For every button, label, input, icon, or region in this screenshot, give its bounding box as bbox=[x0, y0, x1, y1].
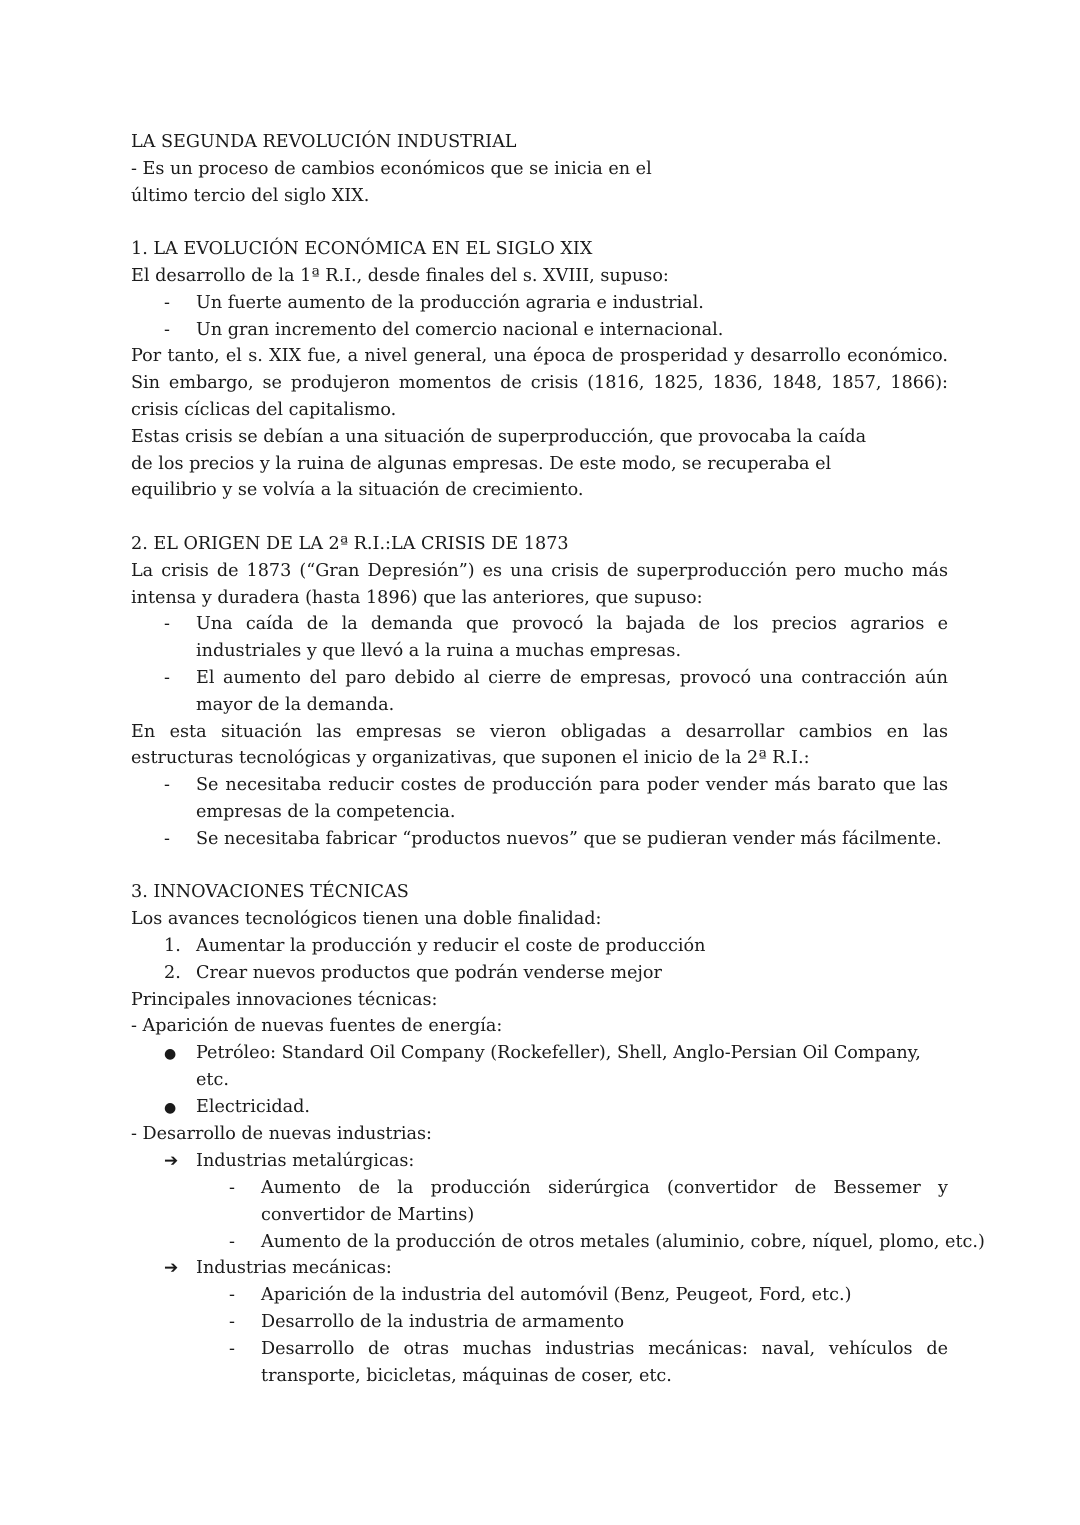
sub-list-item bbox=[131, 1336, 948, 1390]
dash-marker: - bbox=[229, 1231, 235, 1252]
list-item-text: Un fuerte aumento de la producción agraria e industrial. bbox=[196, 292, 704, 313]
bullet-item bbox=[131, 1094, 948, 1122]
list-item-text: Se necesitaba fabricar “productos nuevos” que se pudieran vender más fácilmente. bbox=[196, 828, 942, 849]
arrow-right-icon: ➔ bbox=[164, 1258, 179, 1279]
sub-list-item bbox=[131, 1282, 948, 1309]
bullet-item-text: Petróleo: Standard Oil Company (Rockefeller), Shell, Anglo-Persian Oil Company, etc. bbox=[196, 1043, 921, 1090]
section-1-paragraph-1: Por tanto, el s. XIX fue, a nivel general, una época de prosperidad y desarrollo económico. Sin embargo, se produjeron momentos de crisis (1816, 1825, 1836, 1848, 1857, 1866): crisis cíclicas del capitalismo. bbox=[131, 346, 948, 420]
section-3-heading: 3. INNOVACIONES TÉCNICAS bbox=[131, 882, 409, 903]
document-title: LA SEGUNDA REVOLUCIÓN INDUSTRIAL bbox=[131, 132, 517, 152]
section-2-paragraph-1: En esta situación las empresas se vieron obligadas a desarrollar cambios en las estructuras tecnológicas y organizativas, que suponen el inicio de la 2ª R.I.: bbox=[131, 721, 948, 769]
dash-marker: - bbox=[164, 775, 170, 796]
section-1-paragraph-2: Estas crisis se debían a una situación de superproducción, que provocaba la caída de los precios y la ruina de algunas empresas. De este modo, se recuperaba el equilibrio y se volvía a la situación de crecimiento. bbox=[131, 426, 867, 501]
list-item-text: Una caída de la demanda que provocó la bajada de los precios agrarios e industriales y que llevó a la ruina a muchas empresas. bbox=[196, 614, 948, 662]
numbered-item bbox=[131, 960, 948, 987]
sub-list-item bbox=[131, 1229, 985, 1256]
sub-list-item-text: Desarrollo de otras muchas industrias mecánicas: naval, vehículos de transporte, bicicletas, máquinas de coser, etc. bbox=[261, 1338, 948, 1386]
section-1-lead: El desarrollo de la 1ª R.I., desde finales del s. XVIII, supuso: bbox=[131, 265, 669, 286]
spacer bbox=[131, 853, 948, 880]
bullet-item-text: Electricidad. bbox=[196, 1096, 310, 1117]
arrow-right-icon: ➔ bbox=[164, 1151, 179, 1172]
section-1-heading: 1. LA EVOLUCIÓN ECONÓMICA EN EL SIGLO XIX bbox=[131, 239, 593, 260]
document-page bbox=[131, 129, 985, 1389]
dash-marker: - bbox=[229, 1178, 235, 1199]
dash-marker: - bbox=[164, 667, 170, 688]
list-item bbox=[131, 317, 948, 344]
principal-innovations-line: Principales innovaciones técnicas: bbox=[131, 989, 438, 1010]
sub-list-item-text: Aumento de la producción siderúrgica (convertidor de Bessemer y convertidor de Martins) bbox=[261, 1178, 948, 1225]
list-item-text: El aumento del paro debido al cierre de empresas, provocó una contracción aún mayor de la demanda. bbox=[196, 667, 948, 715]
list-item-text: Se necesitaba reducir costes de producción para poder vender más barato que las empresas de la competencia. bbox=[196, 775, 948, 822]
number-marker: 2. bbox=[164, 962, 181, 983]
energy-lead: - Aparición de nuevas fuentes de energía: bbox=[131, 1016, 503, 1037]
list-item bbox=[131, 665, 948, 719]
sub-list-item-text: Aumento de la producción de otros metales (aluminio, cobre, níquel, plomo, etc.) bbox=[261, 1231, 985, 1252]
list-item-text: Un gran incremento del comercio nacional e internacional. bbox=[196, 319, 724, 340]
dash-marker: - bbox=[164, 319, 170, 340]
sub-list-item-text: Desarrollo de la industria de armamento bbox=[261, 1312, 625, 1333]
list-item bbox=[131, 611, 948, 665]
dash-marker: - bbox=[164, 828, 170, 849]
numbered-item-text: Crear nuevos productos que podrán venderse mejor bbox=[196, 962, 662, 983]
intro-line-2: último tercio del siglo XIX. bbox=[131, 185, 370, 206]
bullet-dot-icon: ● bbox=[164, 1046, 177, 1063]
arrow-item-text: Industrias metalúrgicas: bbox=[196, 1151, 415, 1172]
number-marker: 1. bbox=[164, 935, 181, 956]
intro-line-1: - Es un proceso de cambios económicos que se inicia en el bbox=[131, 158, 652, 179]
numbered-item-text: Aumentar la producción y reducir el coste de producción bbox=[196, 935, 706, 956]
dash-marker: - bbox=[229, 1312, 235, 1333]
arrow-item bbox=[131, 1255, 948, 1282]
dash-marker: - bbox=[164, 614, 170, 635]
list-item bbox=[131, 290, 948, 317]
arrow-item-text: Industrias mecánicas: bbox=[196, 1258, 392, 1279]
spacer bbox=[131, 209, 948, 236]
section-2-heading: 2. EL ORIGEN DE LA 2ª R.I.:LA CRISIS DE 1873 bbox=[131, 533, 569, 554]
list-item bbox=[131, 826, 948, 853]
list-item bbox=[131, 772, 948, 826]
section-3-lead: Los avances tecnológicos tienen una doble finalidad: bbox=[131, 909, 602, 930]
sub-list-item bbox=[131, 1175, 948, 1229]
arrow-item bbox=[131, 1148, 948, 1175]
sub-list-item-text: Aparición de la industria del automóvil (Benz, Peugeot, Ford, etc.) bbox=[261, 1285, 852, 1306]
bullet-dot-icon: ● bbox=[164, 1099, 177, 1116]
bullet-item bbox=[131, 1040, 948, 1094]
sub-list-item bbox=[131, 1309, 948, 1336]
industry-lead: - Desarrollo de nuevas industrias: bbox=[131, 1124, 432, 1145]
dash-marker: - bbox=[164, 292, 170, 313]
section-2-lead: La crisis de 1873 (“Gran Depresión”) es una crisis de superproducción pero mucho más intensa y duradera (hasta 1896) que las anteriores, que supuso: bbox=[131, 560, 948, 608]
dash-marker: - bbox=[229, 1285, 235, 1306]
spacer bbox=[131, 504, 948, 531]
dash-marker: - bbox=[229, 1338, 235, 1359]
numbered-item bbox=[131, 933, 948, 960]
